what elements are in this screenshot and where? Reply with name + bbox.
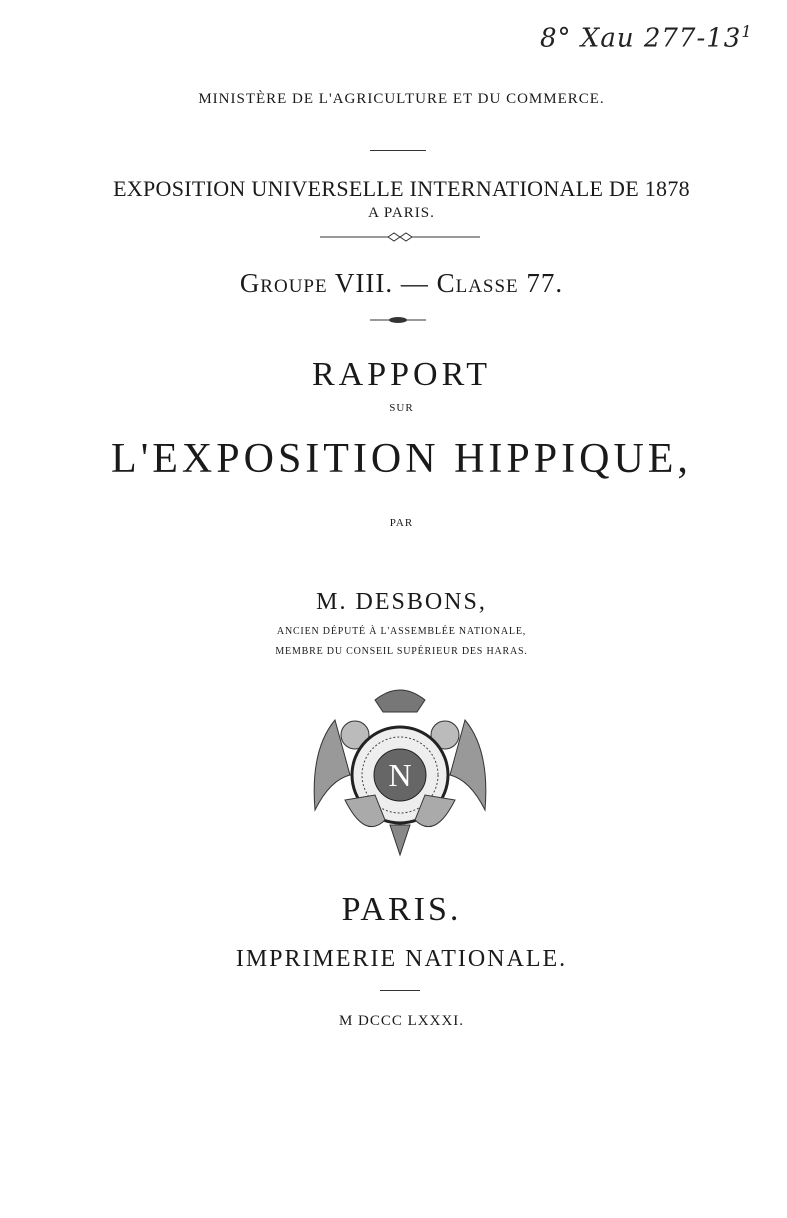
author-name: M. DESBONS, — [316, 589, 487, 615]
imperial-emblem-image — [305, 680, 495, 865]
ornamental-divider — [320, 231, 480, 243]
group-class-heading: Groupe VIII. — Classe 77. — [239, 268, 564, 298]
printer-name: IMPRIMERIE NATIONALE. — [235, 946, 568, 972]
divider — [370, 150, 426, 151]
sur-label: SUR — [389, 402, 414, 414]
report-title: RAPPORT — [311, 356, 491, 393]
publication-year: M DCCC LXXXI. — [338, 1013, 465, 1029]
city-name: PARIS. — [341, 891, 462, 928]
emblem-letter: N — [388, 757, 412, 793]
par-label: PAR — [389, 517, 414, 529]
ornamental-divider — [370, 315, 426, 325]
location-line: A PARIS. — [368, 205, 435, 221]
subject-title: L'EXPOSITION HIPPIQUE, — [111, 436, 692, 482]
handwritten-shelfmark — [540, 22, 753, 54]
divider — [380, 990, 420, 991]
exposition-heading: EXPOSITION UNIVERSELLE INTERNATIONALE DE 1878 — [113, 176, 690, 201]
shelfmark-superscript: 1 — [741, 22, 753, 41]
author-title: ANCIEN DÉPUTÉ À L'ASSEMBLÉE NATIONALE, — [276, 626, 527, 637]
shelfmark-text: 8° Xau 277-13 — [540, 23, 742, 54]
author-title: MEMBRE DU CONSEIL SUPÉRIEUR DES HARAS. — [275, 646, 528, 657]
ministry-heading: MINISTÈRE DE L'AGRICULTURE ET DU COMMERCE. — [198, 91, 605, 107]
